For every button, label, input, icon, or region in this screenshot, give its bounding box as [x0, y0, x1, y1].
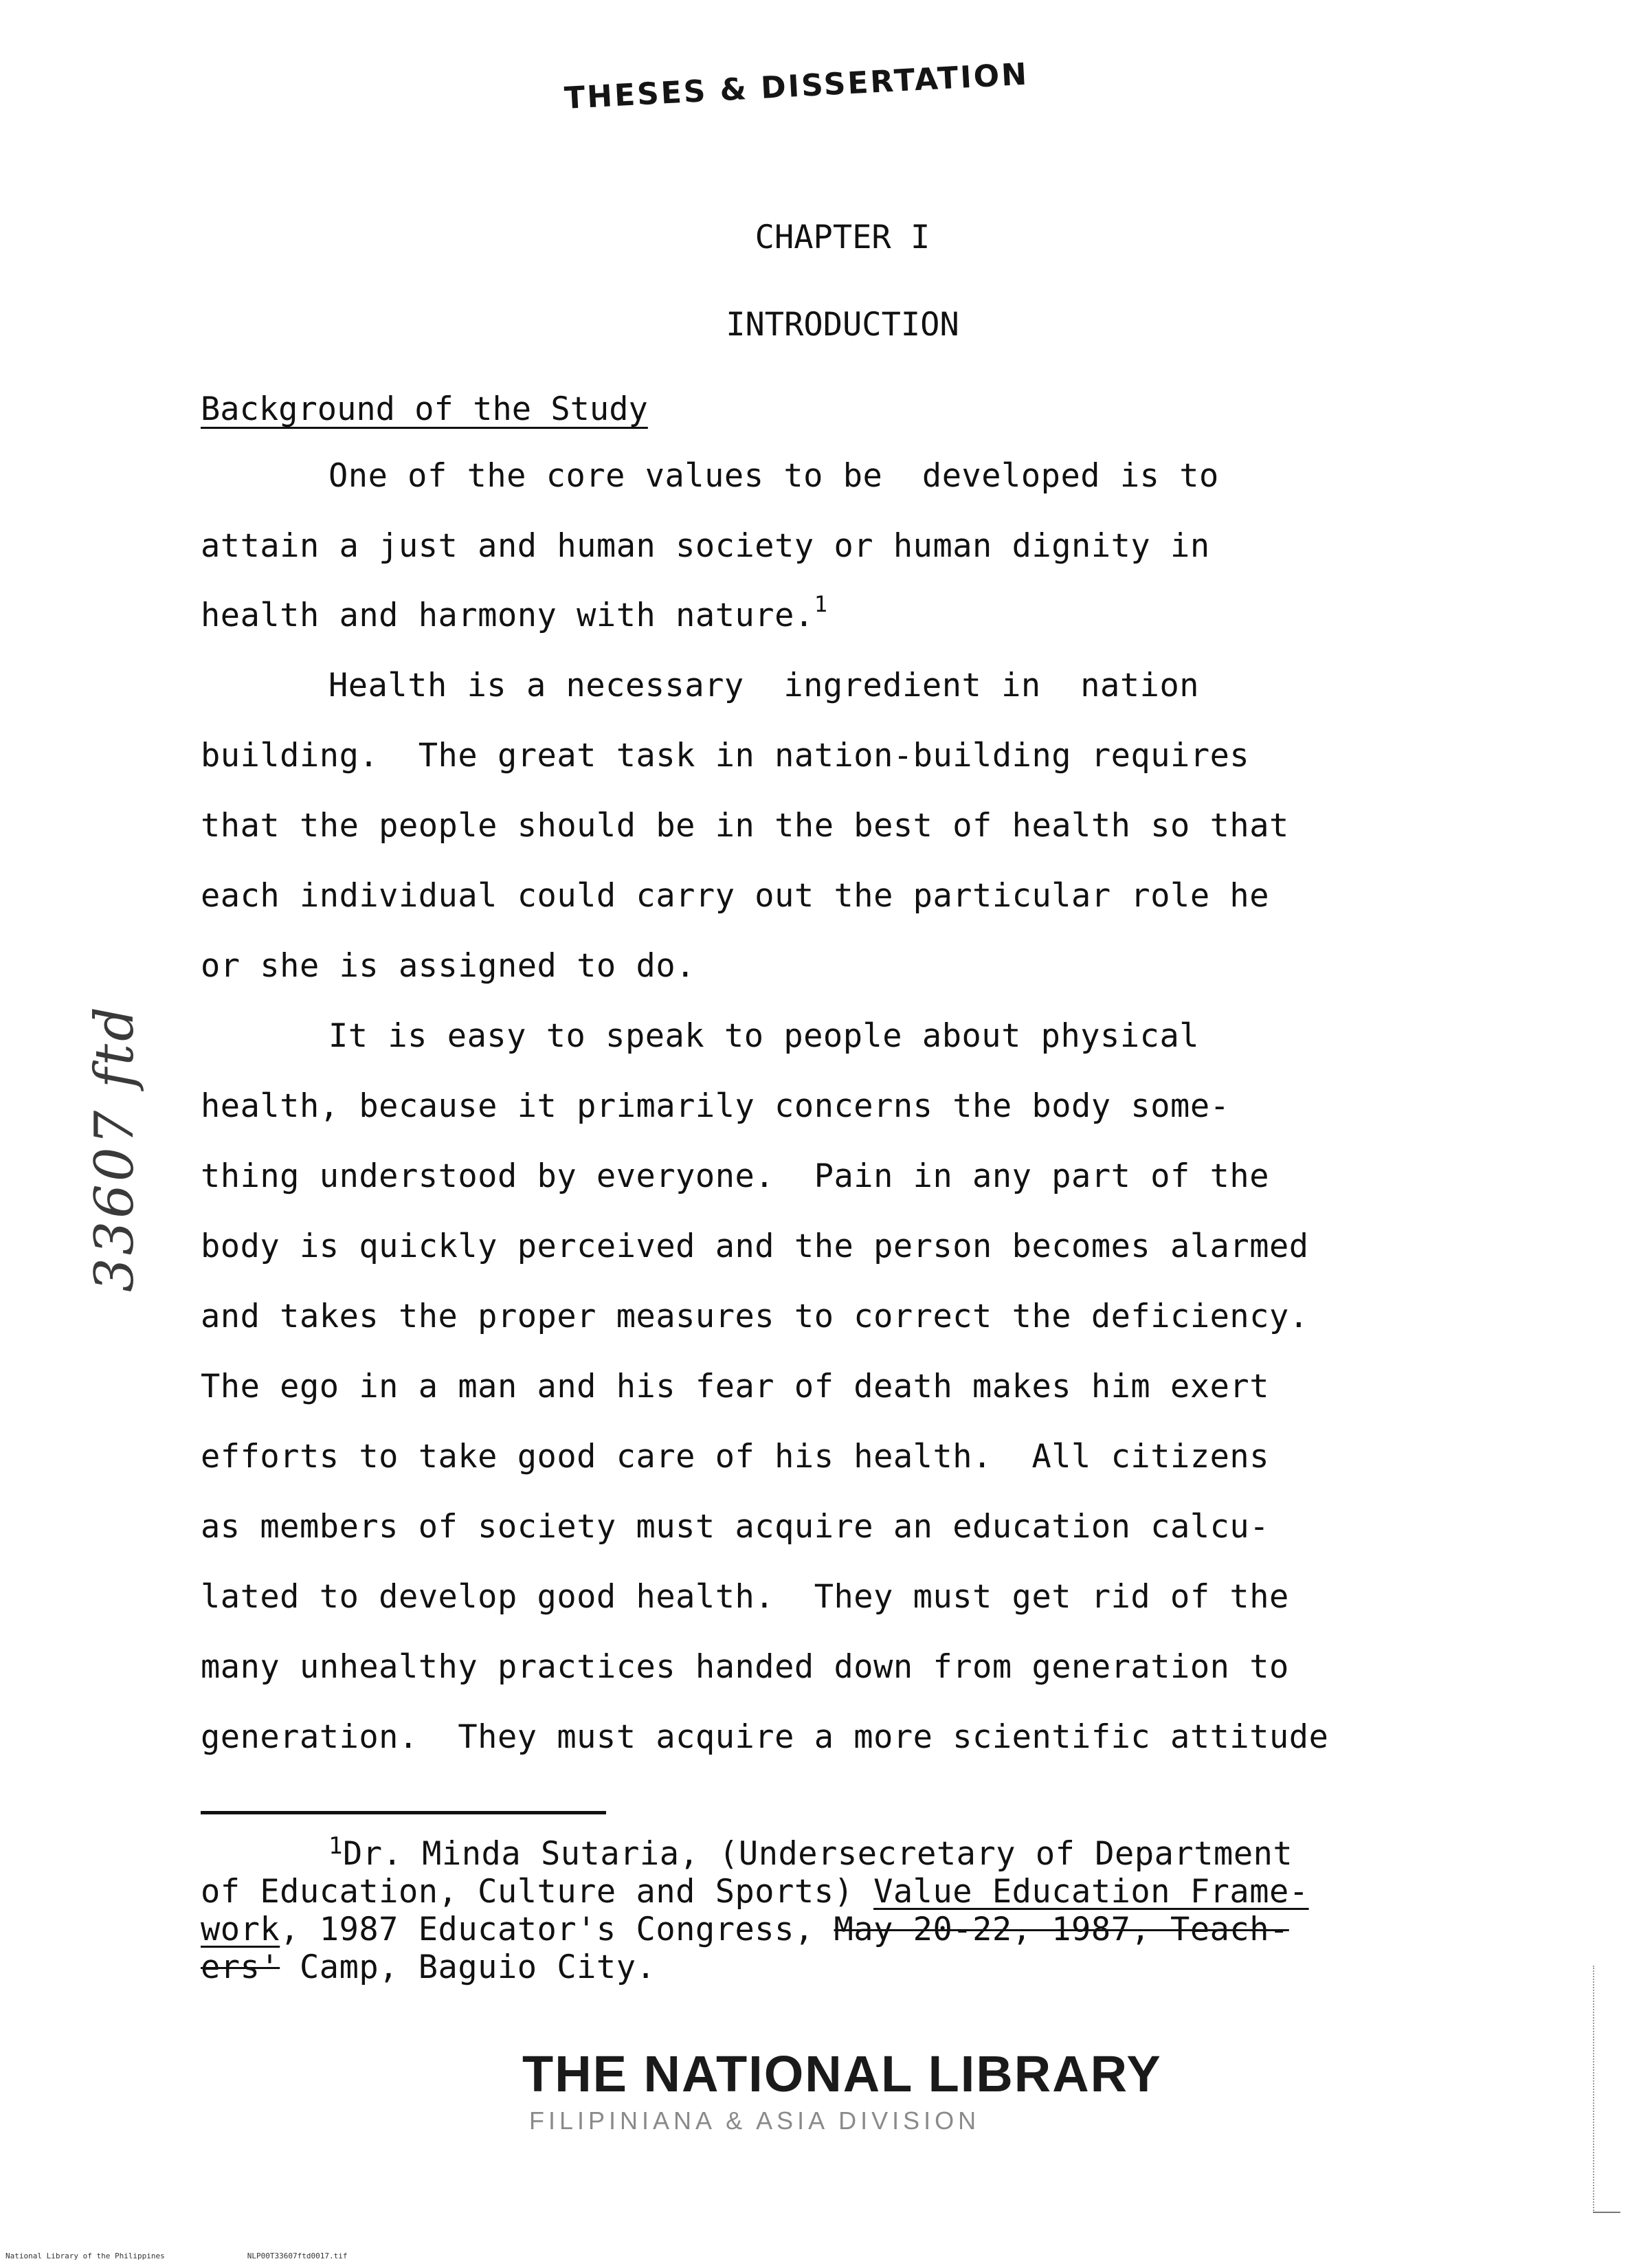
chapter-label: CHAPTER I	[755, 219, 930, 256]
section-heading: Background of the Study	[201, 390, 648, 428]
body-line: many unhealthy practices handed down from generation to	[201, 1648, 1289, 1686]
theses-stamp: THESES & DISSERTATION	[563, 56, 1030, 116]
footnote-text: Camp, Baguio City.	[280, 1948, 656, 1986]
body-line: lated to develop good health. They must get rid of the	[201, 1578, 1289, 1616]
body-line-text: health and harmony with nature.	[201, 597, 814, 634]
footnote-title-text: work	[201, 1911, 280, 1948]
body-line: as members of society must acquire an education calcu-	[201, 1508, 1270, 1546]
footnote-line	[201, 1911, 1289, 1948]
body-line: that the people should be in the best of health so that	[201, 807, 1289, 845]
library-stamp-division: FILIPINIANA & ASIA DIVISION	[529, 2106, 981, 2135]
footnote-divider	[201, 1811, 606, 1814]
body-line: and takes the proper measures to correct the deficiency.	[201, 1298, 1309, 1335]
body-line: or she is assigned to do.	[201, 947, 695, 985]
scan-footer-filename: NLP00T33607ftd0017.tif	[247, 2252, 348, 2260]
body-line: It is easy to speak to people about physical	[328, 1017, 1200, 1055]
footnote-line	[201, 1948, 656, 1986]
library-stamp: THE NATIONAL LIBRARY	[522, 2045, 1162, 2102]
body-line: efforts to take good care of his health. All citizens	[201, 1438, 1270, 1476]
body-line: attain a just and human society or human dignity in	[201, 527, 1210, 565]
scan-footer-source: National Library of the Philippines	[5, 2252, 165, 2260]
body-line: each individual could carry out the particular role he	[201, 877, 1270, 915]
body-line: generation. They must acquire a more scientific attitude	[201, 1718, 1329, 1756]
body-line: thing understood by everyone. Pain in any part of the	[201, 1157, 1270, 1195]
scan-edge-mark	[1593, 1966, 1596, 2213]
scan-corner-mark	[1593, 2212, 1620, 2213]
footnote-line	[201, 1873, 1309, 1911]
body-line: One of the core values to be developed is to	[328, 457, 1219, 495]
body-line: The ego in a man and his fear of death makes him exert	[201, 1368, 1270, 1405]
footnote-struck-text: May 20-22, 1987, Teach-	[834, 1911, 1289, 1948]
handwritten-margin-note: 33607 ftd	[84, 1003, 146, 1292]
footnote-struck-text: ers'	[201, 1948, 280, 1986]
footnote-reference: 1	[814, 591, 828, 617]
chapter-title: INTRODUCTION	[726, 306, 959, 344]
body-line: body is quickly perceived and the person becomes alarmed	[201, 1227, 1309, 1265]
body-line: health, because it primarily concerns the body some-	[201, 1087, 1230, 1125]
body-line: Health is a necessary ingredient in nation	[328, 667, 1200, 704]
body-line: building. The great task in nation-building requires	[201, 737, 1250, 775]
footnote-title-text: Value Education Frame-	[873, 1873, 1309, 1911]
footnote-mark: 1	[328, 1832, 343, 1860]
body-line	[201, 591, 828, 634]
footnote-text: , 1987 Educator's Congress,	[280, 1911, 834, 1948]
scan-footer	[5, 2252, 348, 2260]
footnote-text: Dr. Minda Sutaria, (Undersecretary of Department	[342, 1835, 1293, 1873]
footnote-text: of Education, Culture and Sports)	[201, 1873, 874, 1911]
footnote-line	[328, 1832, 1293, 1873]
